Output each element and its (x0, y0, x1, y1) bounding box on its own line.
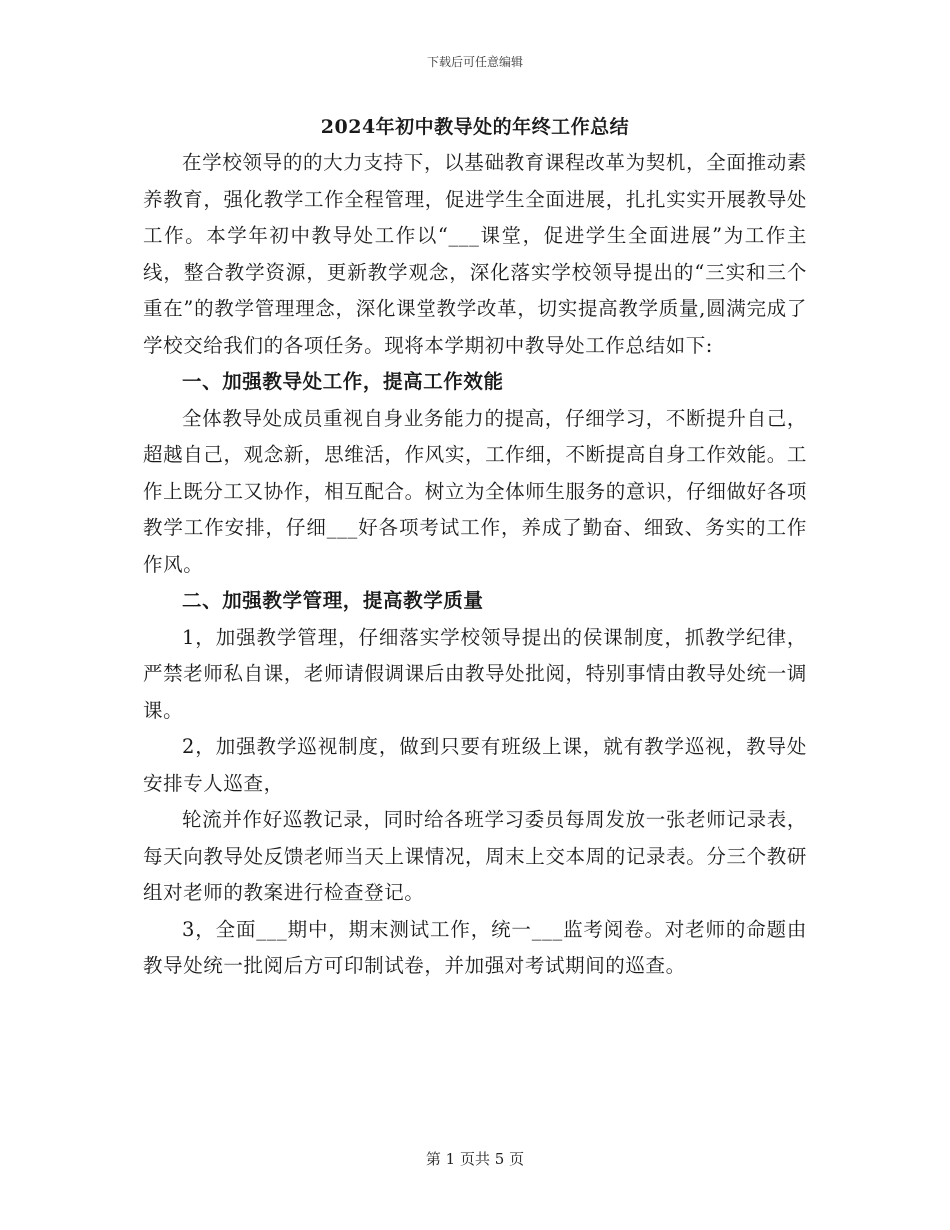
section-heading-2: 二、加强教学管理，提高教学质量 (182, 589, 484, 612)
document-body (143, 145, 807, 985)
paragraph-item-2-continued: 轮流并作好巡教记录，同时给各班学习委员每周发放一张老师记录表，每天向教导处反馈老师当天上课情况，周末上交本周的记录表。分三个教研组对老师的教案进行检查登记。 (143, 808, 807, 904)
paragraph-item-1: 1，加强教学管理，仔细落实学校领导提出的侯课制度，抓教学纪律，严禁老师私自课，老师请假调课后由教导处批阅，特别事情由教导处统一调课。 (143, 625, 807, 722)
paragraph-section-1: 全体教导处成员重视自身业务能力的提高，仔细学习，不断提升自己，超越自己，观念新，思维活，作风实，工作细，不断提高自身工作效能。工作上既分工又协作，相互配合。树立为全体师生服务的意识，仔细做好各项教学工作安排，仔细___好各项考试工作，养成了勤奋、细致、务实的工作作风。 (143, 406, 807, 576)
header-note: 下载后可任意编辑 (426, 55, 523, 69)
paragraph-item-2: 2，加强教学巡视制度，做到只要有班级上课，就有教学巡视，教导处安排专人巡查， (143, 735, 807, 795)
paragraph-intro: 在学校领导的的大力支持下，以基础教育课程改革为契机，全面推动素养教育，强化教学工作全程管理，促进学生全面进展，扎扎实实开展教导处工作。本学年初中教导处工作以“___课堂，促进学生全面进展”为工作主线，整合教学资源，更新教学观念，深化落实学校领导提出的“三实和三个重在”的教学管理理念，深化课堂教学改革，切实提高教学质量,圆满完成了学校交给我们的各项任务。现将本学期初中教导处工作总结如下: (143, 151, 807, 357)
page-number: 第 1 页共 5 页 (425, 1150, 525, 1168)
section-heading-1: 一、加强教导处工作，提高工作效能 (182, 370, 504, 393)
paragraph-item-3: 3，全面___期中，期末测试工作，统一___监考阅卷。对老师的命题由教导处统一批阅后方可印制试卷，并加强对考试期间的巡查。 (143, 917, 807, 977)
document-title: 2024年初中教导处的年终工作总结 (320, 116, 630, 138)
